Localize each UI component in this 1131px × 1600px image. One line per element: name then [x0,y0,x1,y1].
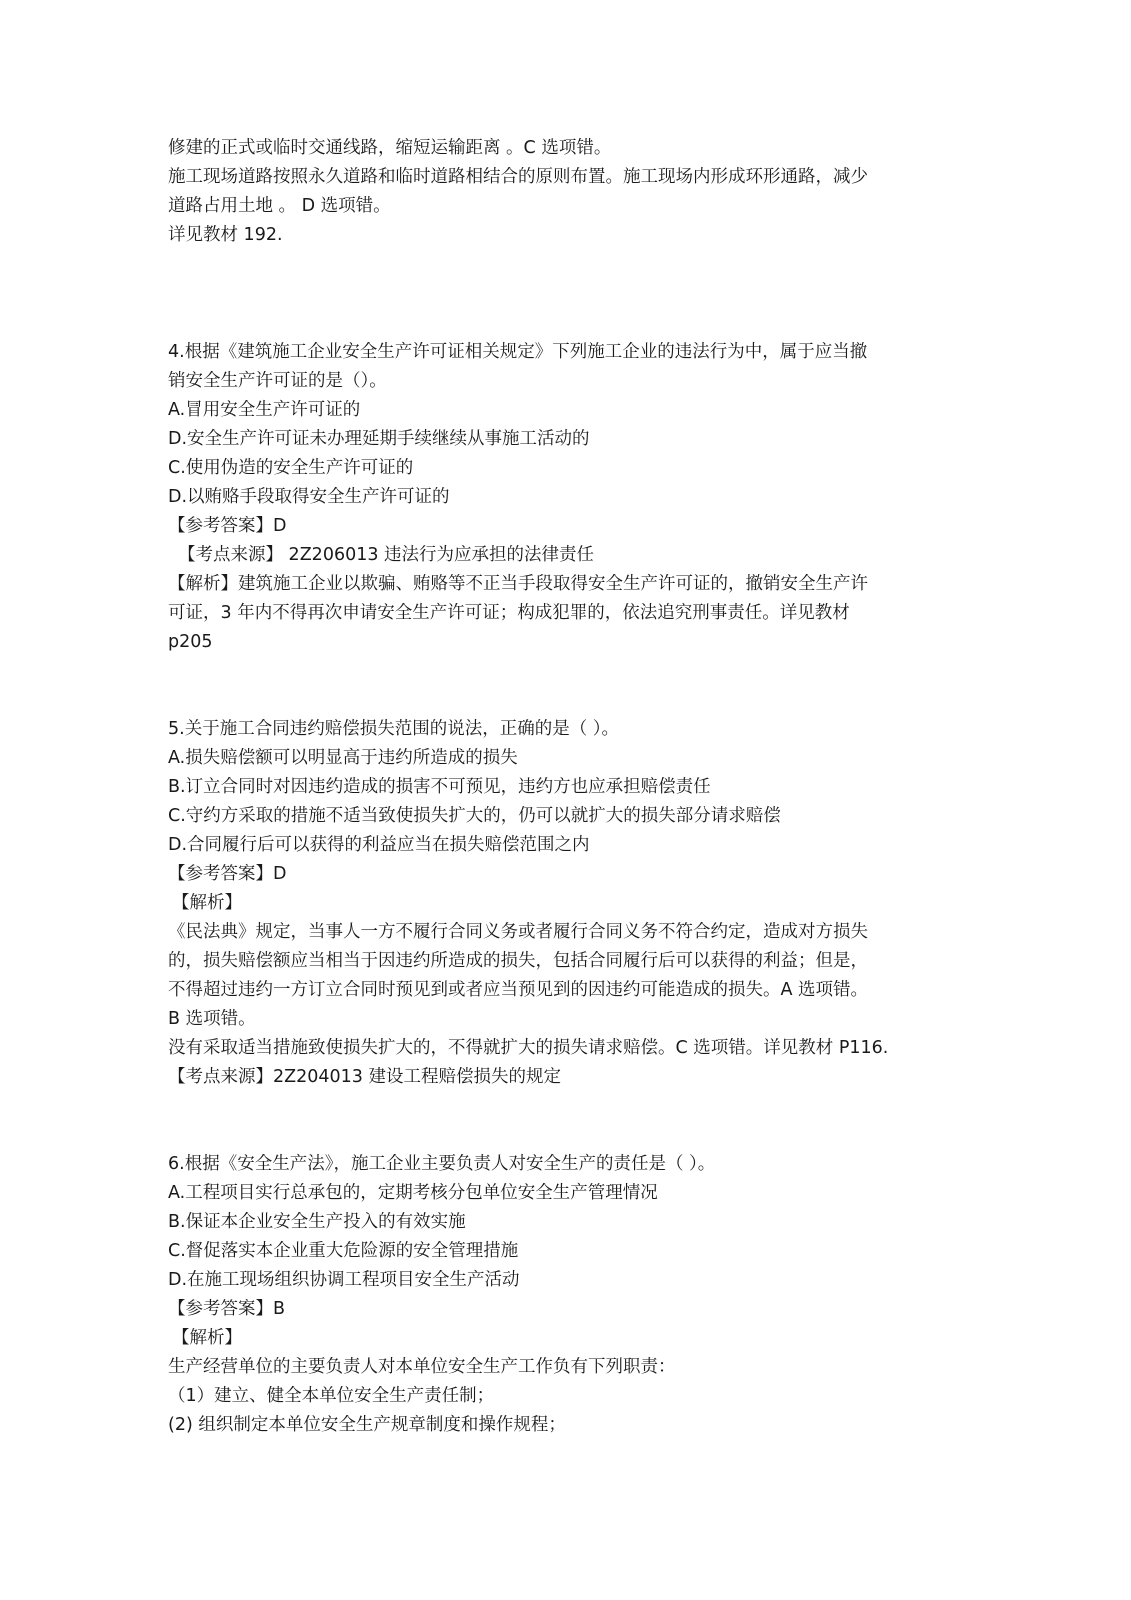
option-b: B.保证本企业安全生产投入的有效实施 [168,1212,466,1232]
question-6 [168,1150,948,1440]
option-c: C.守约方采取的措施不适当致使损失扩大的，仍可以就扩大的损失部分请求赔偿 [168,806,781,826]
analysis-line: 施工现场道路按照永久道路和临时道路相结合的原则布置。施工现场内形成环形通路，减少 [168,167,868,187]
option-a: A.冒用安全生产许可证的 [168,400,361,420]
exam-point-source: 【考点来源】 2Z206013 违法行为应承担的法律责任 [178,545,595,565]
analysis-line: (2) 组织制定本单位安全生产规章制度和操作规程； [168,1415,566,1435]
analysis-line: 道路占用土地 。 D 选项错。 [168,196,391,216]
option-a: A.损失赔偿额可以明显高于违约所造成的损失 [168,748,518,768]
spacer [168,250,948,338]
question-stem: 4.根据《建筑施工企业安全生产许可证相关规定》下列施工企业的违法行为中，属于应当撤 [168,342,868,362]
option-a: A.工程项目实行总承包的，定期考核分包单位安全生产管理情况 [168,1183,658,1203]
analysis-line: 没有采取适当措施致使损失扩大的，不得就扩大的损失请求赔偿。C 选项错。详见教材 P116. [168,1038,889,1058]
question-stem: 6.根据《安全生产法》，施工企业主要负责人对安全生产的责任是（ ）。 [168,1154,716,1174]
exam-point-source: 【考点来源】2Z204013 建设工程赔偿损失的规定 [168,1067,561,1087]
question-stem: 5.关于施工合同违约赔偿损失范围的说法，正确的是（ ）。 [168,719,620,739]
spacer [168,657,948,715]
document-page [168,134,948,1440]
analysis-line: 《民法典》规定，当事人一方不履行合同义务或者履行合同义务不符合约定，造成对方损失 [168,922,868,942]
analysis-line: 【解析】建筑施工企业以欺骗、贿赂等不正当手段取得安全生产许可证的，撤销安全生产许 [168,574,868,594]
textbook-reference: 详见教材 192. [168,225,283,245]
analysis-heading: 【解析】 [172,893,242,913]
option-d: D.以贿赂手段取得安全生产许可证的 [168,487,450,507]
reference-answer: 【参考答案】B [168,1299,286,1319]
q3-analysis-continuation [168,134,948,250]
analysis-line: （1）建立、健全本单位安全生产责任制； [168,1386,495,1406]
analysis-line: 生产经营单位的主要负责人对本单位安全生产工作负有下列职责： [168,1357,676,1377]
option-c: C.督促落实本企业重大危险源的安全管理措施 [168,1241,519,1261]
analysis-line: B 选项错。 [168,1009,256,1029]
analysis-heading: 【解析】 [172,1328,242,1348]
option-c: C.使用伪造的安全生产许可证的 [168,458,414,478]
reference-answer: 【参考答案】D [168,516,287,536]
reference-answer: 【参考答案】D [168,864,287,884]
question-4 [168,338,948,657]
option-b: D.安全生产许可证未办理延期手续继续从事施工活动的 [168,429,590,449]
analysis-line: 的，损失赔偿额应当相当于因违约所造成的损失，包括合同履行后可以获得的利益；但是， [168,951,868,971]
question-stem: 销安全生产许可证的是（）。 [168,371,387,391]
analysis-line: 可证，3 年内不得再次申请安全生产许可证；构成犯罪的，依法追究刑事责任。详见教材 [168,603,850,623]
spacer [168,1092,948,1150]
analysis-line: p205 [168,632,213,652]
option-d: D.合同履行后可以获得的利益应当在损失赔偿范围之内 [168,835,590,855]
analysis-line: 不得超过违约一方订立合同时预见到或者应当预见到的因违约可能造成的损失。A 选项错。 [168,980,869,1000]
question-5 [168,715,948,1092]
option-b: B.订立合同时对因违约造成的损害不可预见，违约方也应承担赔偿责任 [168,777,711,797]
analysis-line: 修建的正式或临时交通线路，缩短运输距离 。C 选项错。 [168,138,612,158]
option-d: D.在施工现场组织协调工程项目安全生产活动 [168,1270,520,1290]
